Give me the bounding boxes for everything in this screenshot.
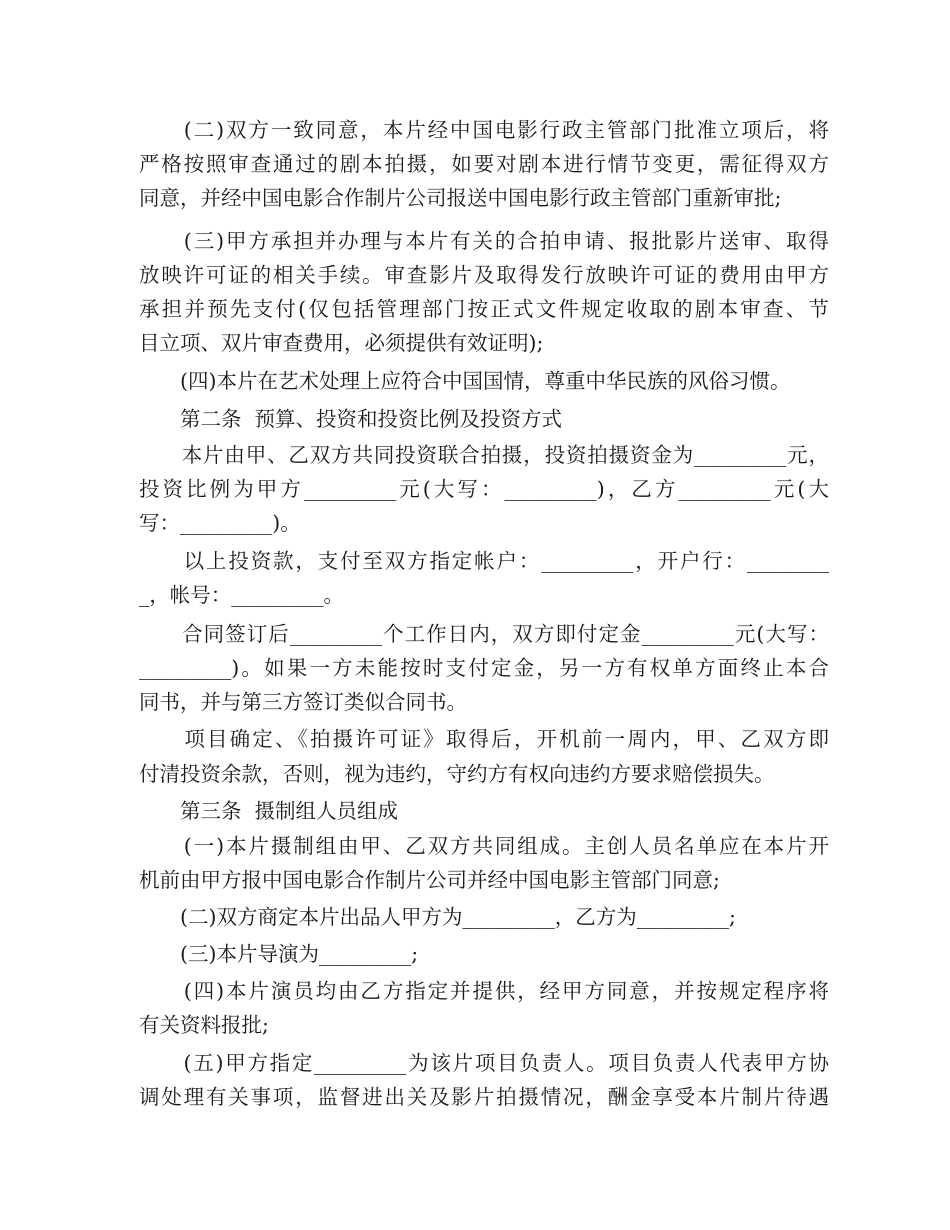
document-text-line: 机前由甲方报中国电影合作制片公司并经中国电影主管部门同意; bbox=[139, 868, 720, 892]
document-text-line: 写：_________)。 bbox=[139, 511, 301, 535]
document-text-line: 以上投资款，支付至双方指定帐户：_________，开户行：________ bbox=[139, 549, 829, 573]
document-text-line: (二)双方商定本片出品人甲方为_________，乙方为_________; bbox=[139, 905, 736, 929]
document-text-line: 第二条 预算、投资和投资比例及投资方式 bbox=[139, 407, 563, 431]
document-text-line: 第三条 摄制组人员组成 bbox=[139, 799, 399, 823]
document-text-line: 投资比例为甲方_________元(大写：_________)，乙方_________元(大 bbox=[139, 477, 829, 501]
document-text-line: 项目确定、《拍摄许可证》取得后，开机前一周内，甲、乙双方即 bbox=[139, 727, 829, 751]
document-text-line: 同意，并经中国电影合作制片公司报送中国电影行政主管部门重新审批; bbox=[139, 186, 782, 210]
document-text-line: (四)本片演员均由乙方指定并提供，经甲方同意，并按规定程序将 bbox=[139, 979, 829, 1003]
document-text-line: 付清投资余款，否则，视为违约，守约方有权向违约方要求赔偿损失。 bbox=[139, 762, 775, 786]
document-text-line: (五)甲方指定_________为该片项目负责人。项目负责人代表甲方协 bbox=[139, 1051, 829, 1075]
document-text-line: 调处理有关事项，监督进出关及影片拍摄情况，酬金享受本片制片待遇 bbox=[139, 1085, 829, 1109]
document-text-line: (四)本片在艺术处理上应符合中国国情，尊重中华民族的风俗习惯。 bbox=[139, 369, 791, 393]
document-text-line: _，帐号：_________。 bbox=[139, 583, 344, 607]
document-text-line: 放映许可证的相关手续。审查影片及取得发行放映许可证的费用由甲方 bbox=[139, 263, 829, 287]
document-text-line: _________)。如果一方未能按时支付定金，另一方有权单方面终止本合 bbox=[139, 656, 829, 680]
document-text-line: 本片由甲、乙双方共同投资联合拍摄，投资拍摄资金为_________元， bbox=[139, 443, 829, 467]
document-text-line: 有关资料报批; bbox=[139, 1013, 269, 1037]
document-text-line: (三)本片导演为_________; bbox=[139, 942, 419, 966]
document-text-line: 同书，并与第三方签订类似合同书。 bbox=[139, 690, 467, 714]
document-text-line: (一)本片摄制组由甲、乙双方共同组成。主创人员名单应在本片开 bbox=[139, 834, 829, 858]
document-text-line: 目立项、双片审查费用，必须提供有效证明); bbox=[139, 331, 544, 355]
document-text-line: 承担并预先支付(仅包括管理部门按正式文件规定收取的剧本审查、节 bbox=[139, 297, 829, 321]
document-text-line: (三)甲方承担并办理与本片有关的合拍申请、报批影片送审、取得 bbox=[139, 229, 829, 253]
document-text-line: 合同签订后_________个工作日内，双方即付定金_________元(大写： bbox=[139, 622, 829, 646]
document-text-line: (二)双方一致同意，本片经中国电影行政主管部门批准立项后，将 bbox=[139, 118, 829, 142]
document-text-line: 严格按照审查通过的剧本拍摄，如要对剧本进行情节变更，需征得双方 bbox=[139, 152, 829, 176]
